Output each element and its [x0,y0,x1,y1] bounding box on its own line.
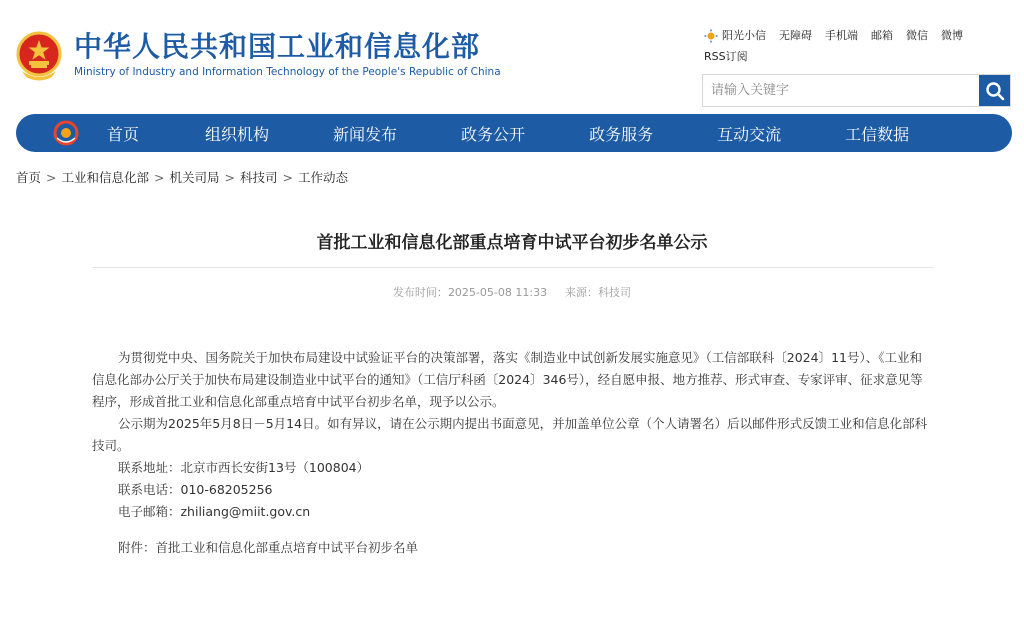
nav-item-data[interactable]: 工信数据 [845,124,910,144]
breadcrumb-separator: > [282,170,293,185]
nav-item-news[interactable]: 新闻发布 [333,124,398,144]
body-paragraph-1: 为贯彻党中央、国务院关于加快布局建设中试验证平台的决策部署，落实《制造业中试创新发展实施意见》（工信部联科〔2024〕11号）、《工业和信息化部办公厅关于加快布局建设制造业中试平台的通知》（工信厅科函〔2024〕346号），经自愿申报、地方推荐、形式审查、专家评审、征求意见等程序，形成首批工业和信息化部重点培育中试平台初步名单，现予以公示。 [92,350,923,409]
search-box [702,74,1011,107]
nav-item-organization[interactable]: 组织机构 [205,124,270,144]
article-body [92,347,934,559]
contact-address: 联系地址：北京市西长安街13号（100804） [118,460,370,475]
top-link-rss[interactable]: RSS订阅 [704,50,748,63]
source-value: 科技司 [598,286,632,299]
search-button[interactable] [979,75,1010,106]
contact-email: 电子邮箱：zhiliang@miit.gov.cn [118,504,311,519]
article-title: 首批工业和信息化部重点培育中试平台初步名单公示 [316,233,708,253]
breadcrumb-work-news[interactable]: 工作动态 [298,170,349,185]
top-link-mobile[interactable]: 手机端 [825,29,858,42]
breadcrumb-tech-dept[interactable]: 科技司 [240,170,278,185]
article-meta [0,284,1024,300]
breadcrumb [16,168,348,186]
body-paragraph-2: 公示期为2025年5月8日－5月14日。如有异议，请在公示期内提出书面意见，并加盖单位公章（个人请署名）后以邮件形式反馈工业和信息化部科技司。 [92,416,928,453]
top-link-wechat[interactable]: 微信 [906,29,928,42]
nav-item-gov-affairs[interactable]: 政务公开 [461,124,526,144]
breadcrumb-departments[interactable]: 机关司局 [169,170,220,185]
top-link-sunshine[interactable]: 阳光小信 [722,29,766,42]
breadcrumb-separator: > [46,170,57,185]
top-link-weibo[interactable]: 微博 [941,29,963,42]
sun-icon [704,29,718,43]
breadcrumb-separator: > [224,170,235,185]
miit-logo-icon[interactable] [53,120,79,146]
top-links [704,28,976,65]
search-input[interactable] [703,75,979,106]
national-emblem-icon[interactable] [16,31,62,81]
source-label: 来源： [565,286,599,299]
site-header [0,0,1024,112]
search-icon [985,81,1005,101]
nav-item-interaction[interactable]: 互动交流 [717,124,782,144]
top-link-mail[interactable]: 邮箱 [871,29,893,42]
contact-phone: 联系电话：010-68205256 [118,482,273,497]
breadcrumb-separator: > [154,170,165,185]
site-title[interactable]: 中华人民共和国工业和信息化部 [74,30,481,63]
publish-label: 发布时间： [392,286,448,299]
nav-item-gov-services[interactable]: 政务服务 [589,124,654,144]
top-link-accessibility[interactable]: 无障碍 [779,29,812,42]
nav-item-home[interactable]: 首页 [107,124,140,144]
breadcrumb-home[interactable]: 首页 [16,170,42,185]
attachment-link[interactable]: 附件：首批工业和信息化部重点培育中试平台初步名单 [118,540,419,555]
publish-time: 2025-05-08 11:33 [447,286,548,299]
site-subtitle: Ministry of Industry and Information Technology of the People's Republic of China [74,66,501,78]
main-nav [16,114,1012,152]
breadcrumb-miit[interactable]: 工业和信息化部 [61,170,150,185]
title-divider [92,267,934,268]
